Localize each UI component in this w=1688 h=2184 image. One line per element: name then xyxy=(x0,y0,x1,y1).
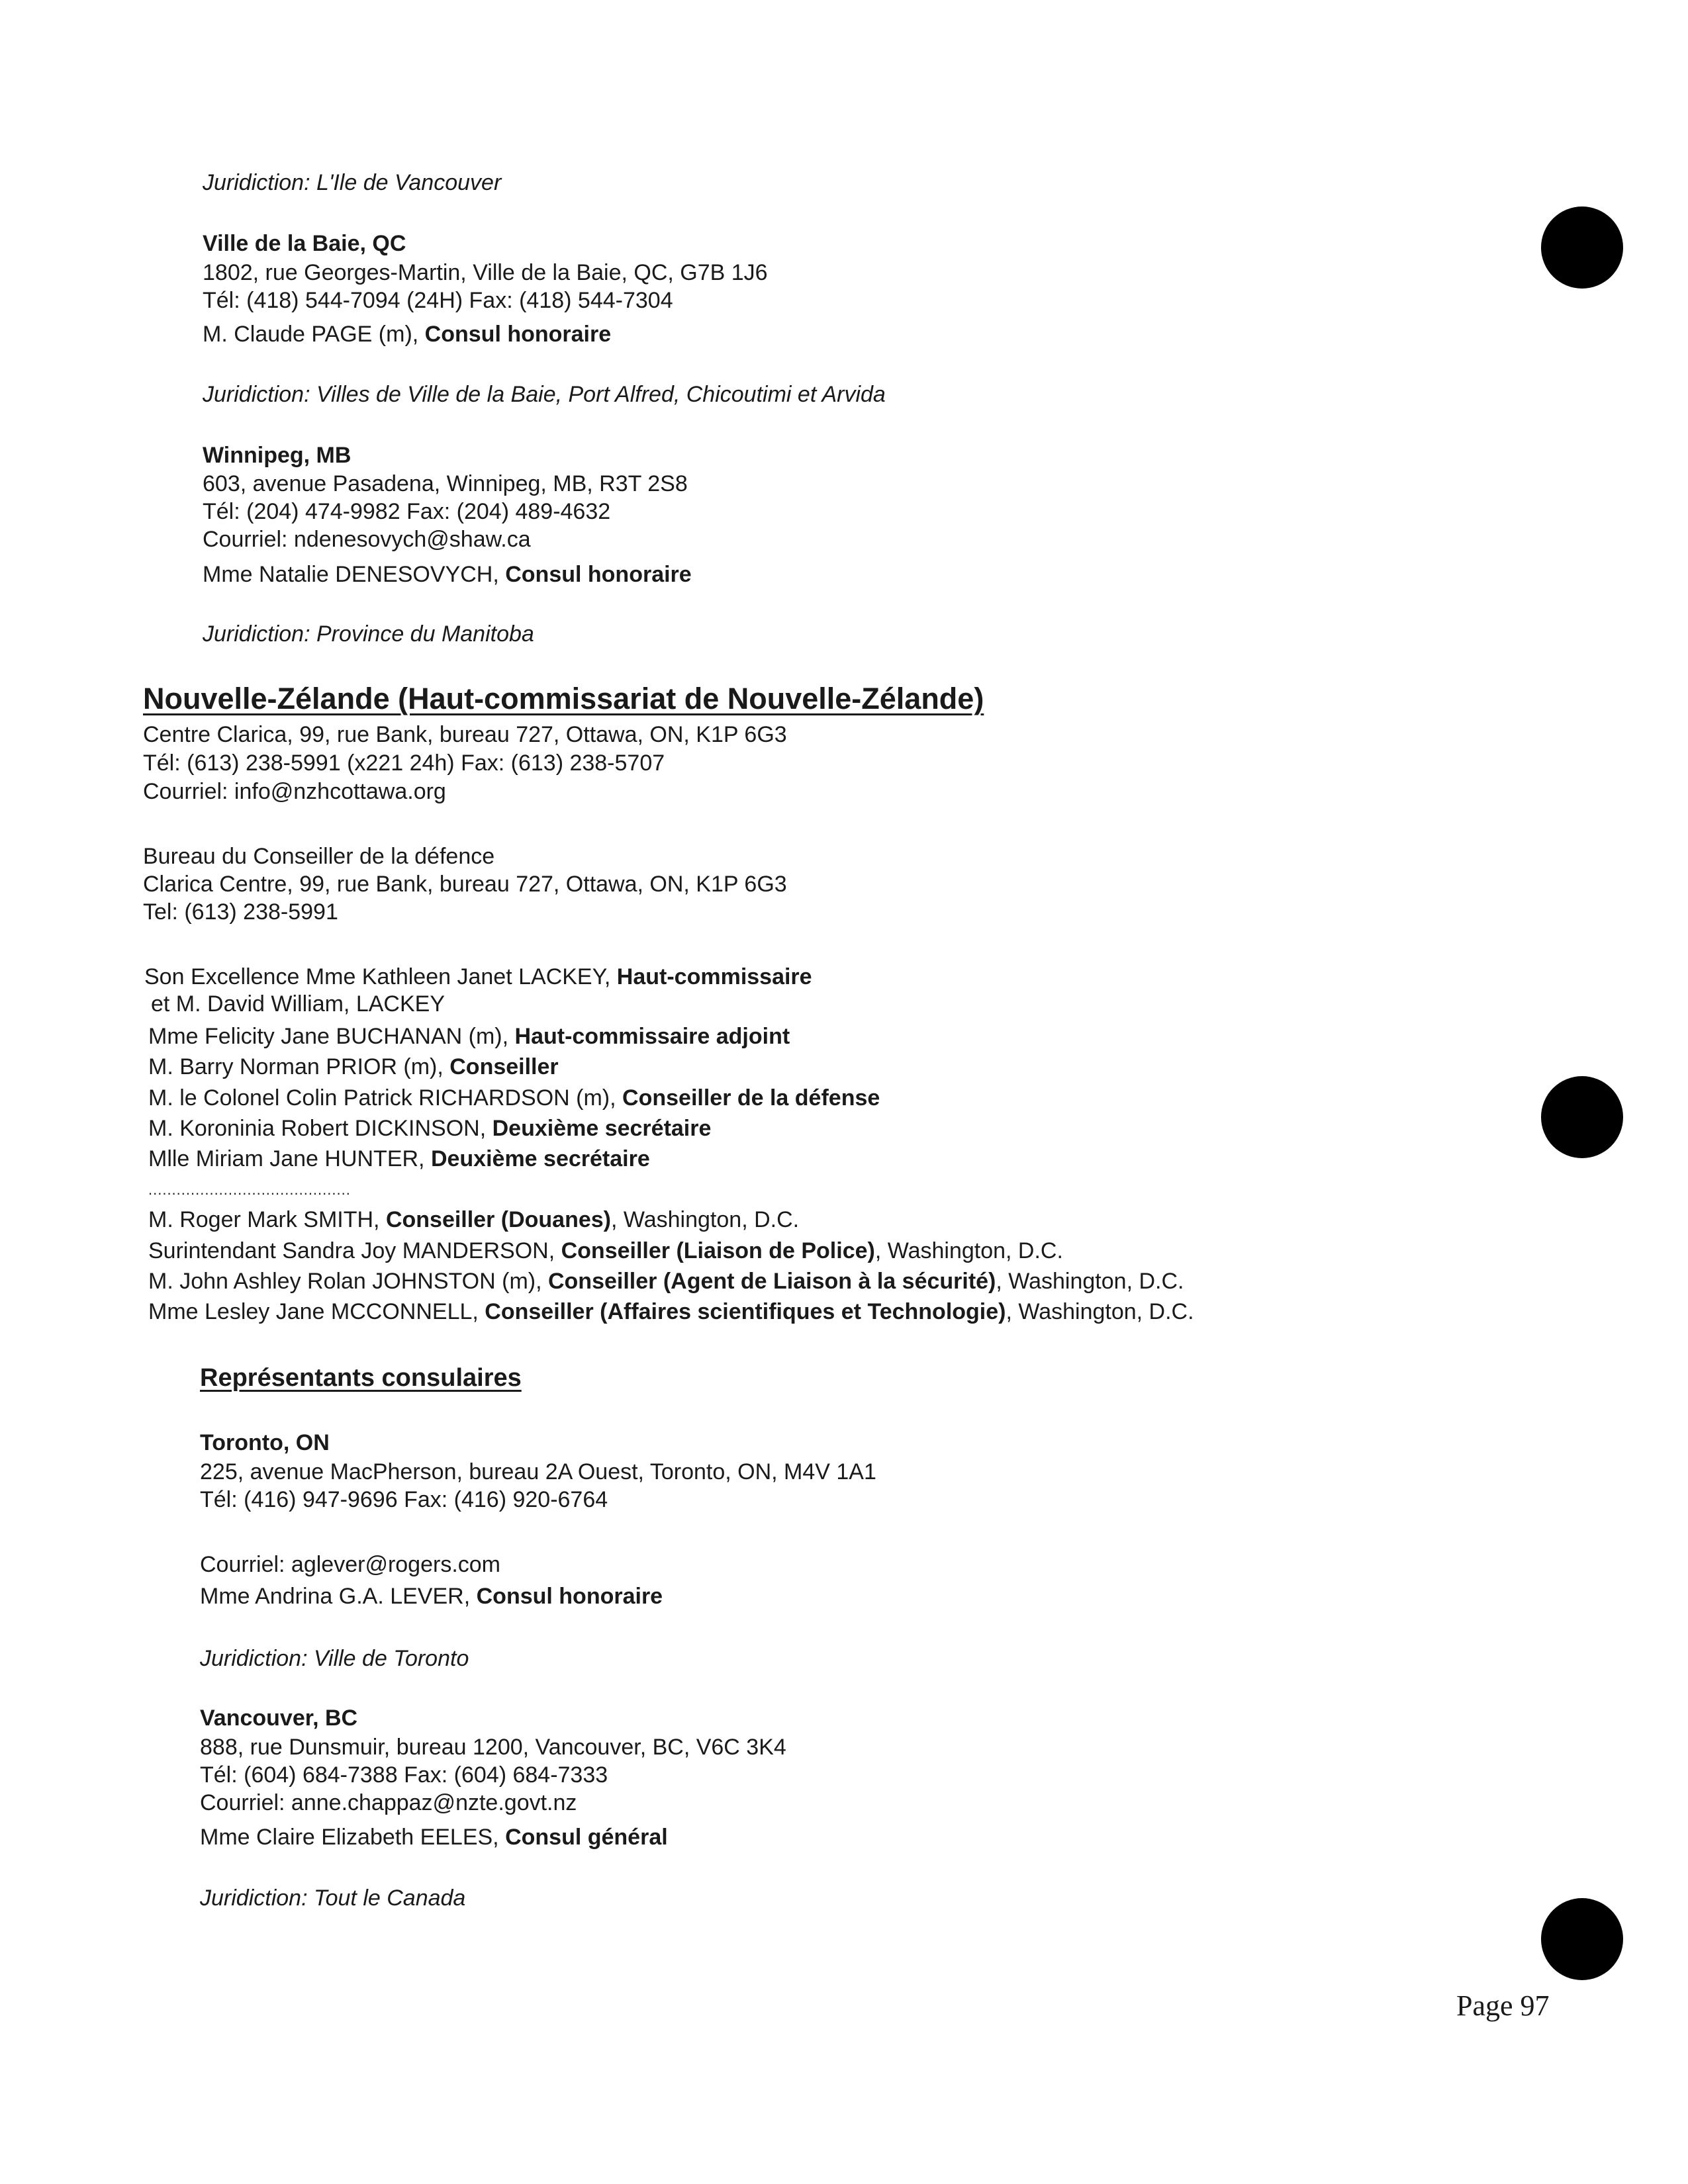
phone-line: Tel: (613) 238-5991 xyxy=(143,899,338,925)
consulate-city-heading: Toronto, ON xyxy=(200,1430,330,1455)
staff-name: M. Koroninia Robert DICKINSON, xyxy=(148,1116,492,1141)
official-name: Mme Claire Elizabeth EELES, xyxy=(200,1825,506,1850)
punch-hole-top xyxy=(1541,206,1623,289)
official-line xyxy=(203,321,611,347)
staff-title: Deuxième secrétaire xyxy=(430,1146,650,1171)
official-title: Consul honoraire xyxy=(476,1584,663,1609)
address-line: 1802, rue Georges-Martin, Ville de la Baie, QC, G7B 1J6 xyxy=(203,260,768,285)
jurisdiction-line: Juridiction: Villes de Ville de la Baie, Port Alfred, Chicoutimi et Arvida xyxy=(203,382,886,407)
official-name: Mme Natalie DENESOVYCH, xyxy=(203,562,506,587)
consulate-city-heading: Ville de la Baie, QC xyxy=(203,231,406,256)
address-line: 225, avenue MacPherson, bureau 2A Ouest, Toronto, ON, M4V 1A1 xyxy=(200,1459,876,1484)
staff-spouse: et M. David William, LACKEY xyxy=(151,991,445,1017)
staff-location: , Washington, D.C. xyxy=(611,1207,800,1232)
staff-name: Mlle Miriam Jane HUNTER, xyxy=(148,1146,431,1171)
staff-title: Conseiller (Affaires scientifiques et Technologie) xyxy=(485,1299,1006,1324)
staff-location: , Washington, D.C. xyxy=(874,1238,1063,1263)
email-line: Courriel: ndenesovych@shaw.ca xyxy=(203,527,531,552)
staff-title: Conseiller (Agent de Liaison à la sécurité) xyxy=(547,1269,996,1294)
consulate-city-heading: Winnipeg, MB xyxy=(203,443,352,468)
email-line: Courriel: aglever@rogers.com xyxy=(200,1552,501,1577)
official-title: Consul général xyxy=(505,1825,668,1850)
staff-location: , Washington, D.C. xyxy=(996,1269,1184,1294)
email-line: Courriel: info@nzhcottawa.org xyxy=(143,779,446,804)
staff-name: M. John Ashley Rolan JOHNSTON (m), xyxy=(148,1269,548,1294)
staff-line xyxy=(148,1298,1194,1325)
page-number: Page 97 xyxy=(1456,1989,1550,2022)
staff-title: Conseiller (Liaison de Police) xyxy=(561,1238,875,1263)
official-line xyxy=(203,561,692,588)
address-line: 888, rue Dunsmuir, bureau 1200, Vancouver, BC, V6C 3K4 xyxy=(200,1735,786,1760)
phone-line: Tél: (204) 474-9982 Fax: (204) 489-4632 xyxy=(203,499,611,524)
jurisdiction-line: Juridiction: Ville de Toronto xyxy=(200,1646,469,1671)
staff-name: Son Excellence Mme Kathleen Janet LACKEY, xyxy=(144,964,617,989)
official-title: Consul honoraire xyxy=(424,322,612,347)
address-line: 603, avenue Pasadena, Winnipeg, MB, R3T 2S8 xyxy=(203,471,688,496)
phone-line: Tél: (604) 684-7388 Fax: (604) 684-7333 xyxy=(200,1762,608,1788)
staff-line xyxy=(148,1115,711,1142)
office-name: Bureau du Conseiller de la défence xyxy=(143,844,495,869)
staff-title: Deuxième secrétaire xyxy=(492,1116,712,1141)
staff-name: Surintendant Sandra Joy MANDERSON, xyxy=(148,1238,561,1263)
staff-name: M. le Colonel Colin Patrick RICHARDSON (m), xyxy=(148,1085,623,1111)
punch-hole-middle xyxy=(1541,1076,1623,1158)
address-line: Centre Clarica, 99, rue Bank, bureau 727, Ottawa, ON, K1P 6G3 xyxy=(143,722,787,747)
jurisdiction-line: Juridiction: Province du Manitoba xyxy=(203,621,534,647)
staff-line xyxy=(148,1206,799,1233)
phone-line: Tél: (613) 238-5991 (x221 24h) Fax: (613) 238-5707 xyxy=(143,751,665,776)
phone-line: Tél: (416) 947-9696 Fax: (416) 920-6764 xyxy=(200,1487,608,1512)
punch-hole-bottom xyxy=(1541,1898,1623,1980)
staff-line xyxy=(148,1268,1184,1295)
staff-name: M. Barry Norman PRIOR (m), xyxy=(148,1054,450,1079)
official-line xyxy=(200,1583,663,1610)
staff-title: Conseiller de la défense xyxy=(622,1085,880,1111)
staff-title: Conseiller xyxy=(449,1054,559,1079)
staff-line xyxy=(148,1054,559,1080)
staff-line xyxy=(148,1146,650,1172)
staff-name: Mme Felicity Jane BUCHANAN (m), xyxy=(148,1024,515,1049)
phone-line: Tél: (418) 544-7094 (24H) Fax: (418) 544-7304 xyxy=(203,288,673,313)
official-name: Mme Andrina G.A. LEVER, xyxy=(200,1584,477,1609)
official-name: M. Claude PAGE (m), xyxy=(203,322,425,347)
jurisdiction-vancouver-island: Juridiction: L'Ile de Vancouver xyxy=(203,170,502,195)
address-line: Clarica Centre, 99, rue Bank, bureau 727, Ottawa, ON, K1P 6G3 xyxy=(143,872,787,897)
staff-location: , Washington, D.C. xyxy=(1006,1299,1194,1324)
official-title: Consul honoraire xyxy=(505,562,692,587)
staff-title: Haut-commissaire adjoint xyxy=(514,1024,790,1049)
section-heading: Représentants consulaires xyxy=(200,1364,522,1392)
staff-line xyxy=(144,964,812,990)
official-line xyxy=(200,1824,668,1850)
dotted-separator: ........................................... xyxy=(148,1181,351,1198)
staff-line xyxy=(148,1085,880,1111)
staff-name: M. Roger Mark SMITH, xyxy=(148,1207,386,1232)
country-heading: Nouvelle-Zélande (Haut-commissariat de Nouvelle-Zélande) xyxy=(143,682,984,715)
email-line: Courriel: anne.chappaz@nzte.govt.nz xyxy=(200,1790,577,1815)
staff-title: Conseiller (Douanes) xyxy=(385,1207,612,1232)
consulate-city-heading: Vancouver, BC xyxy=(200,1706,358,1731)
jurisdiction-line: Juridiction: Tout le Canada xyxy=(200,1886,466,1911)
staff-line xyxy=(148,1023,790,1050)
staff-name: Mme Lesley Jane MCCONNELL, xyxy=(148,1299,485,1324)
staff-title: Haut-commissaire xyxy=(616,964,812,989)
staff-line xyxy=(148,1238,1063,1264)
